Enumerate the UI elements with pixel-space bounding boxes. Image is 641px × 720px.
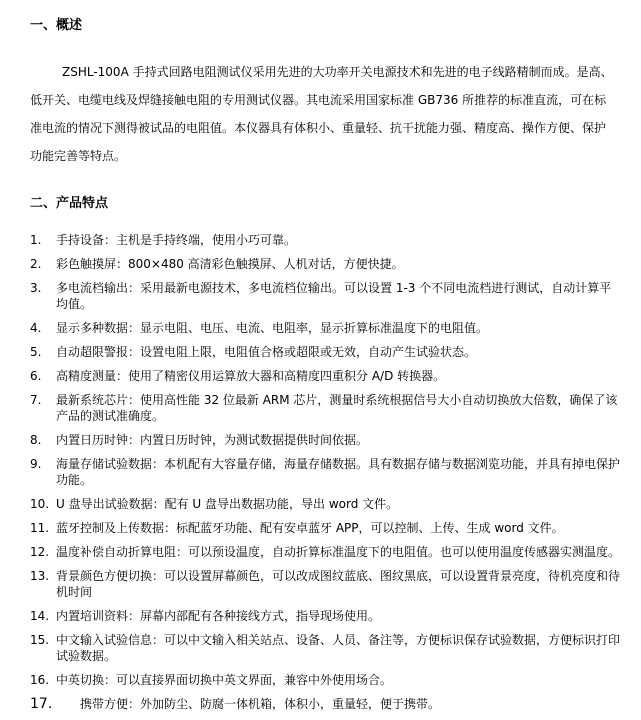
overview-paragraph-text: ZSHL-100A 手持式回路电阻测试仪采用先进的大功率开关电源技术和先进的电子线路精制而成。是高、低开关、电缆电线及焊缝接触电阻的专用测试仪器。其电流采用国家标准 GB736 所推荐的标准直流，可在标准电流的情况下测得被试品的电阻值。本仪器具有体积小、重量轻、抗干扰能力强、精度高、操作方便、保护功能完善等特点。 bbox=[30, 65, 613, 163]
feature-number: 6. bbox=[30, 369, 42, 383]
feature-item bbox=[30, 544, 620, 560]
feature-number: 10. bbox=[30, 497, 50, 511]
feature-item bbox=[30, 608, 620, 624]
feature-text: 背景颜色方便切换：可以设置屏幕颜色，可以改成图纹蓝底、图纹黑底，可以设置背景亮度，待机亮度和待机时间 bbox=[56, 569, 621, 599]
feature-number: 7. bbox=[30, 393, 42, 407]
feature-text: U 盘导出试验数据：配有 U 盘导出数据功能，导出 word 文件。 bbox=[56, 497, 399, 511]
feature-number: 12. bbox=[30, 545, 50, 559]
feature-item bbox=[30, 256, 620, 272]
feature-item bbox=[30, 280, 620, 312]
feature-number: 3. bbox=[30, 281, 42, 295]
feature-text: 中文输入试验信息：可以中文输入相关站点、设备、人员、备注等，方便标识保存试验数据，方便标识打印试验数据。 bbox=[56, 633, 621, 663]
feature-text: 温度补偿自动折算电阻：可以预设温度，自动折算标准温度下的电阻值。也可以使用温度传感器实测温度。 bbox=[56, 545, 621, 559]
feature-number: 4. bbox=[30, 321, 42, 335]
feature-text: 蓝牙控制及上传数据：标配蓝牙功能、配有安卓蓝牙 APP，可以控制、上传、生成 word 文件。 bbox=[56, 521, 564, 535]
feature-list bbox=[30, 232, 620, 720]
overview-paragraph bbox=[30, 58, 615, 170]
feature-number: 1. bbox=[30, 233, 42, 247]
feature-number: 8. bbox=[30, 433, 42, 447]
feature-text: 多电流档输出：采用最新电源技术，多电流档位输出。可以设置 1-3 个不同电流档进行测试，自动计算平均值。 bbox=[56, 281, 612, 311]
feature-item bbox=[30, 320, 620, 336]
feature-text: 高精度测量：使用了精密仪用运算放大器和高精度四重积分 A/D 转换器。 bbox=[56, 369, 446, 383]
feature-number: 17. bbox=[30, 696, 53, 712]
feature-text: 自动超限警报：设置电阻上限，电阻值合格或超限或无效，自动产生试验状态。 bbox=[56, 345, 477, 359]
feature-text: 手持设备：主机是手持终端，使用小巧可靠。 bbox=[56, 233, 297, 247]
feature-text: 中英切换：可以直接界面切换中英文界面，兼容中外使用场合。 bbox=[56, 673, 393, 687]
feature-text: 内置培训资料：屏幕内部配有各种接线方式，指导现场使用。 bbox=[56, 609, 381, 623]
feature-number: 2. bbox=[30, 257, 42, 271]
feature-item bbox=[30, 432, 620, 448]
section-heading-overview: 一、概述 bbox=[30, 18, 83, 33]
feature-item bbox=[30, 344, 620, 360]
feature-number: 16. bbox=[30, 673, 50, 687]
feature-text: 彩色触摸屏：800×480 高清彩色触摸屏、人机对话，方便快捷。 bbox=[56, 257, 404, 271]
feature-number: 15. bbox=[30, 633, 50, 647]
feature-number: 14. bbox=[30, 609, 50, 623]
feature-text: 显示多种数据：显示电阻、电压、电流、电阻率，显示折算标准温度下的电阻值。 bbox=[56, 321, 489, 335]
feature-number: 13. bbox=[30, 569, 50, 583]
feature-item bbox=[30, 232, 620, 248]
feature-item bbox=[30, 632, 620, 664]
feature-number: 9. bbox=[30, 457, 42, 471]
section-heading-features: 二、产品特点 bbox=[30, 196, 109, 211]
feature-item bbox=[30, 520, 620, 536]
feature-text: 内置日历时钟：内置日历时钟，为测试数据提供时间依据。 bbox=[56, 433, 369, 447]
feature-item bbox=[30, 672, 620, 688]
feature-number: 11. bbox=[30, 521, 50, 535]
feature-item bbox=[30, 392, 620, 424]
feature-item bbox=[30, 696, 620, 712]
feature-item bbox=[30, 368, 620, 384]
feature-text: 携带方便：外加防尘、防腐一体机箱，体积小，重量轻，便于携带。 bbox=[80, 697, 441, 711]
feature-item bbox=[30, 568, 620, 600]
feature-text: 最新系统芯片：使用高性能 32 位最新 ARM 芯片，测量时系统根据信号大小自动切换放大倍数，确保了该产品的测试准确度。 bbox=[56, 393, 618, 423]
feature-item bbox=[30, 496, 620, 512]
feature-text: 海量存储试验数据：本机配有大容量存储，海量存储数据。具有数据存储与数据浏览功能，并具有掉电保护功能。 bbox=[56, 457, 621, 487]
feature-number: 5. bbox=[30, 345, 42, 359]
feature-item bbox=[30, 456, 620, 488]
